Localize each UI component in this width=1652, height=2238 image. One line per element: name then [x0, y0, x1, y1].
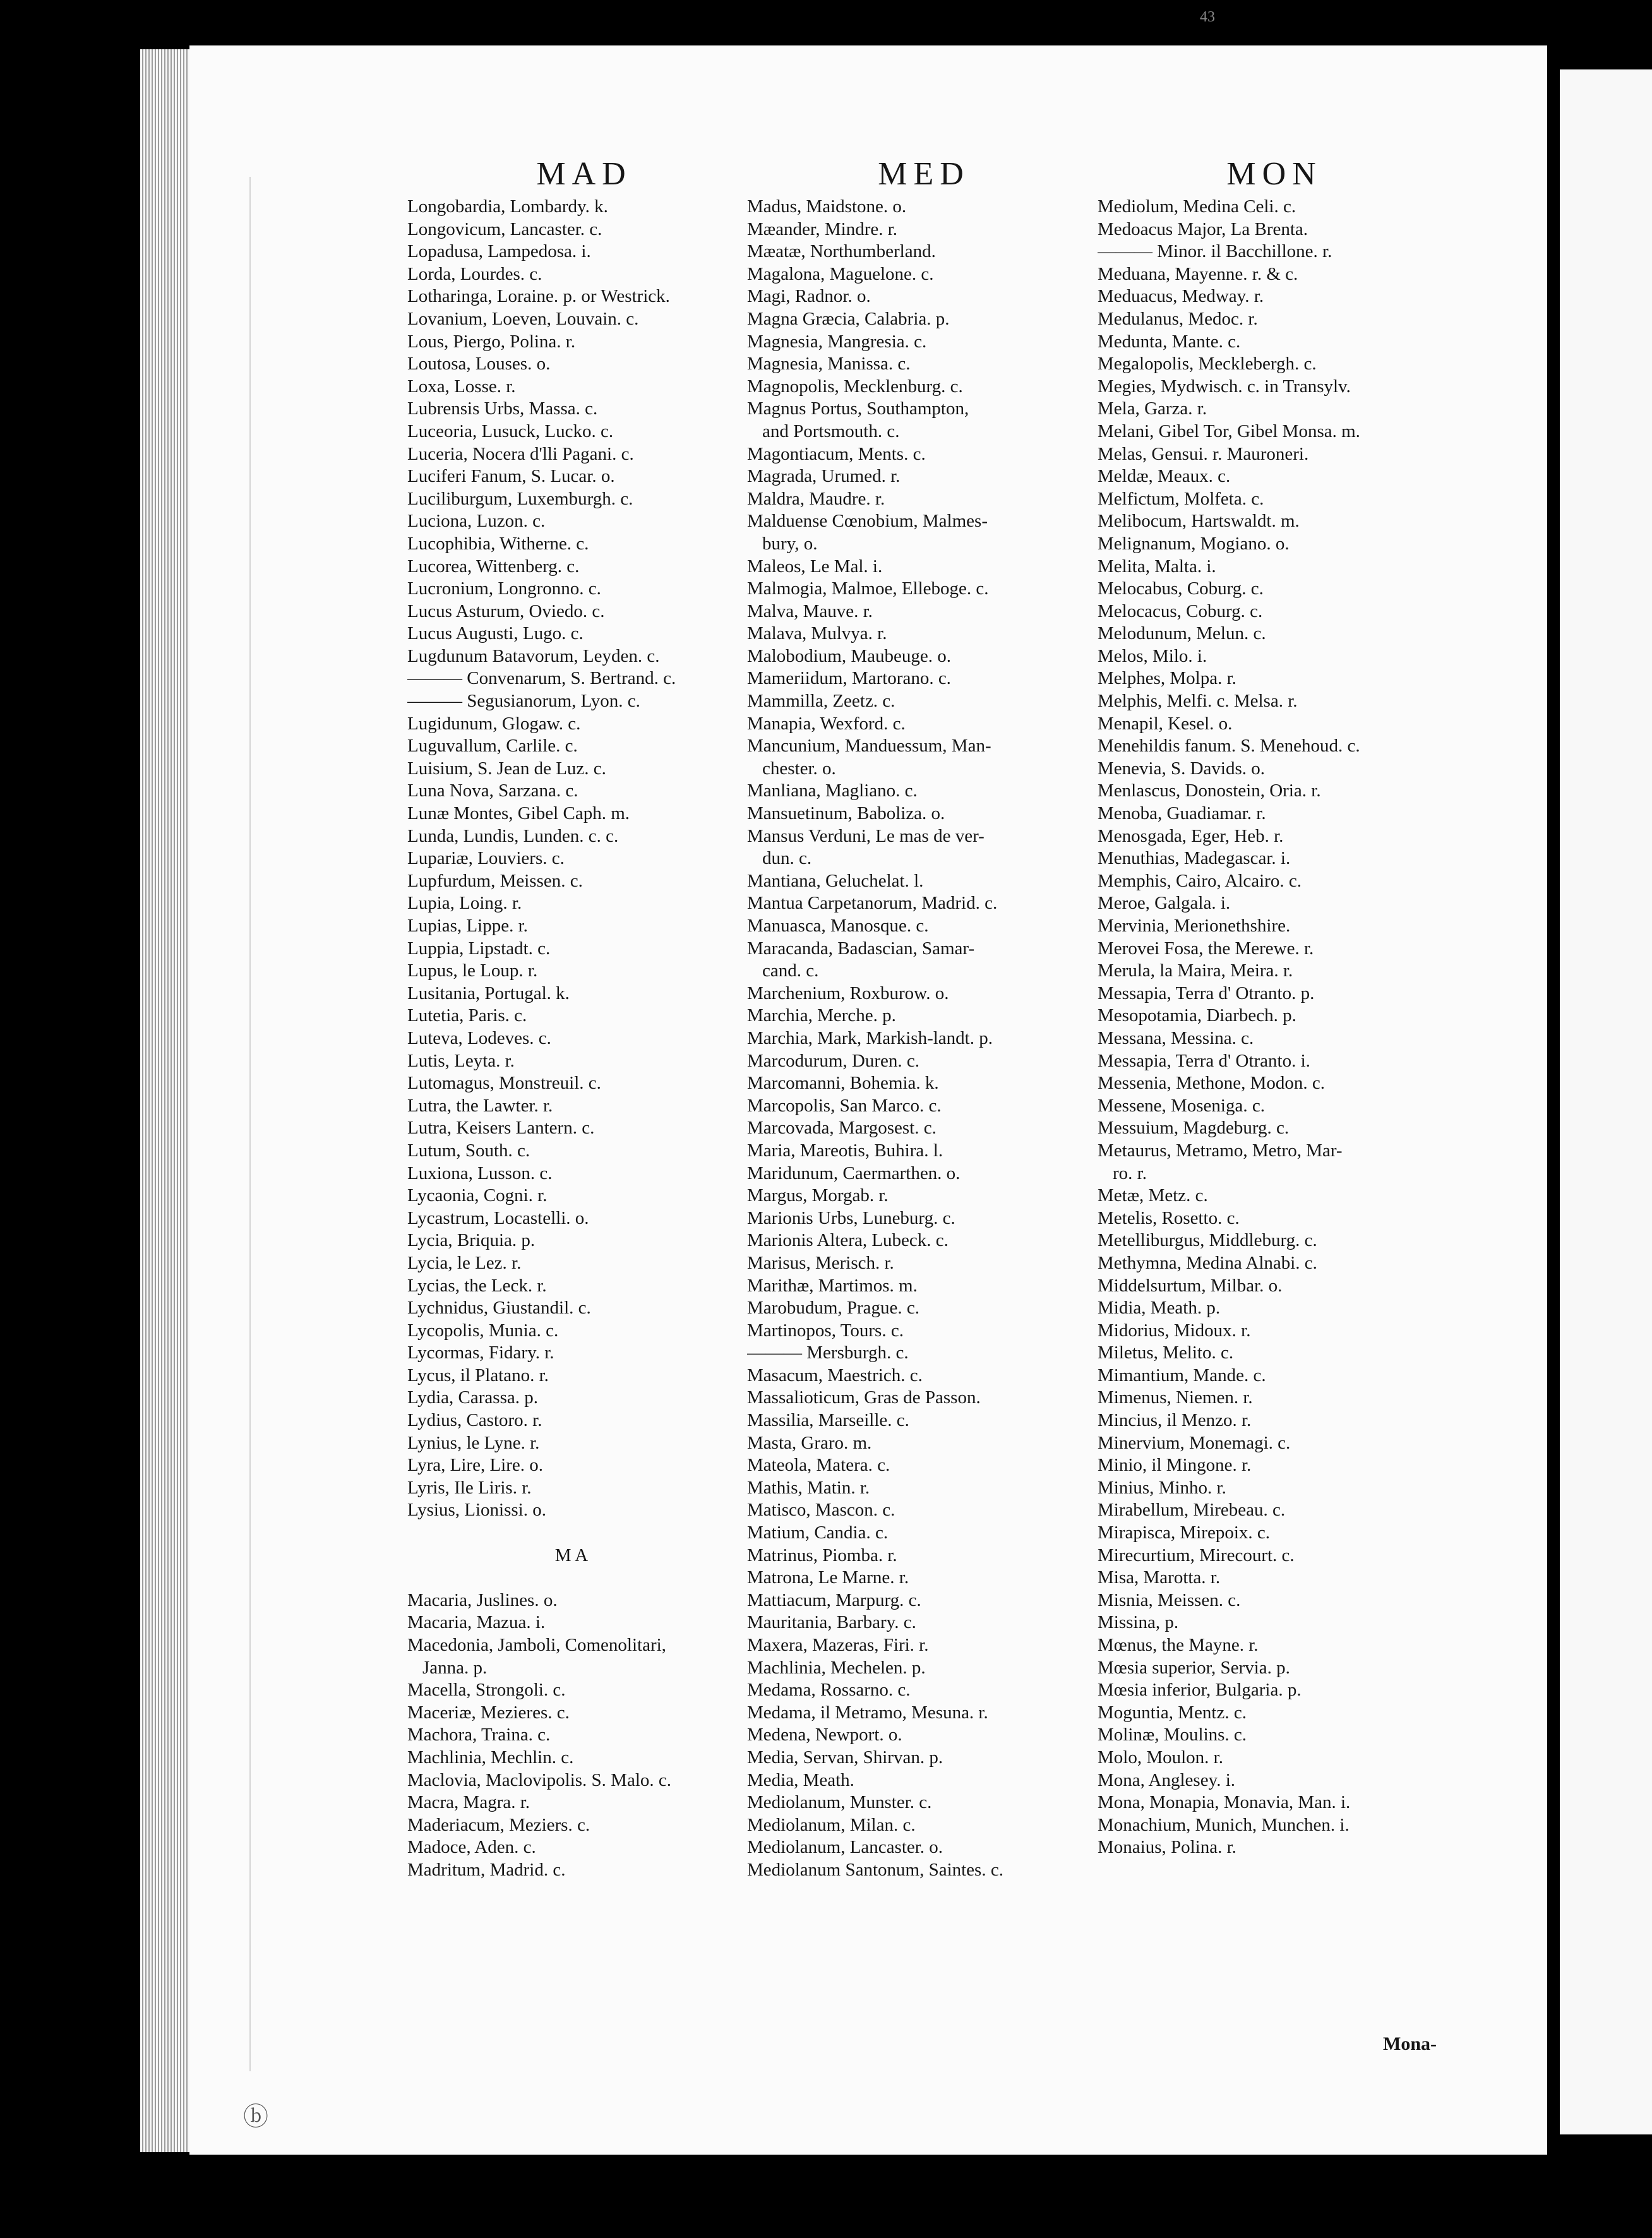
entry-line: Maldra, Maudre. r. — [747, 488, 885, 509]
entry-line: Lunæ Montes, Gibel Caph. m. — [407, 803, 630, 824]
entry-line: Luisium, S. Jean de Luz. c. — [407, 758, 606, 779]
entry-line: Lous, Piergo, Polina. r. — [407, 331, 576, 352]
entry-line: Merula, la Maira, Meira. r. — [1098, 960, 1293, 981]
entry-line: Mediolanum Santonum, Saintes. c. — [747, 1859, 1003, 1880]
entry-line: Midorius, Midoux. r. — [1098, 1320, 1251, 1341]
entry-line: Marisus, Merisch. r. — [747, 1252, 894, 1273]
column-mad — [407, 158, 761, 1882]
top-page-mark: 43 — [1200, 9, 1215, 25]
entry-line: Menevia, S. Davids. o. — [1098, 758, 1265, 779]
entry-line: Matium, Candia. c. — [747, 1523, 889, 1543]
entry-line: Macella, Strongoli. c. — [407, 1680, 566, 1701]
entry-line: Manapia, Wexford. c. — [747, 713, 906, 734]
entry-line: ——— Minor. il Bacchillone. r. — [1098, 241, 1332, 262]
entry-line: Menuthias, Madegascar. i. — [1098, 848, 1291, 869]
entry-line: Miletus, Melito. c. — [1098, 1343, 1234, 1363]
entry-line: Magontiacum, Ments. c. — [747, 443, 926, 464]
entry-line: Madoce, Aden. c. — [407, 1837, 536, 1858]
entry-line: Maleos, Le Mal. i. — [747, 556, 883, 577]
entry-line: Melas, Gensui. r. Mauroneri. — [1098, 443, 1309, 464]
entry-line: Marchia, Merche. p. — [747, 1005, 896, 1026]
entry-line: Melodunum, Melun. c. — [1098, 623, 1266, 644]
entry-line: Mirabellum, Mirebeau. c. — [1098, 1500, 1286, 1521]
entry-line: Menoba, Guadiamar. r. — [1098, 803, 1266, 824]
entry-line: Matrinus, Piomba. r. — [747, 1545, 897, 1565]
entry-line: Mona, Anglesey. i. — [1098, 1769, 1236, 1790]
entry-line: ——— Convenarum, S. Bertrand. c. — [407, 668, 676, 689]
page-stain — [249, 177, 251, 2071]
entry-line: Luguvallum, Carlile. c. — [407, 736, 578, 757]
column-mon — [1098, 158, 1451, 1859]
entry-line: Lupariæ, Louviers. c. — [407, 848, 565, 869]
entry-line: Mantiana, Geluchelat. l. — [747, 870, 924, 891]
entry-line: Magnopolis, Mecklenburg. c. — [747, 376, 963, 397]
entry-line: Metæ, Metz. c. — [1098, 1185, 1208, 1206]
entry-line: Metelis, Rosetto. c. — [1098, 1207, 1240, 1228]
entry-line: Lycia, Briquia. p. — [407, 1230, 536, 1251]
entry-line: Marcopolis, San Marco. c. — [747, 1095, 942, 1116]
entry-line: Mauritania, Barbary. c. — [747, 1612, 916, 1633]
entry-line: Lusitania, Portugal. k. — [407, 983, 570, 1003]
entry-line: Meroe, Galgala. i. — [1098, 893, 1231, 914]
entry-line: Marchenium, Roxburow. o. — [747, 983, 949, 1003]
entry-line: Maridunum, Caermarthen. o. — [747, 1163, 961, 1183]
entry-line: Mancunium, Manduessum, Man- — [747, 736, 991, 757]
entry-line: Lupias, Lippe. r. — [407, 916, 528, 936]
entry-line: Lycias, the Leck. r. — [407, 1275, 547, 1296]
entry-line: Middelsurtum, Milbar. o. — [1098, 1275, 1283, 1296]
entry-line: Melita, Malta. i. — [1098, 556, 1216, 577]
entry-line: Lucronium, Longronno. c. — [407, 578, 601, 599]
entry-line: Mantua Carpetanorum, Madrid. c. — [747, 893, 998, 914]
column-header: MED — [878, 156, 970, 192]
entry-line: Moguntia, Mentz. c. — [1098, 1702, 1247, 1723]
section-heading: M A — [554, 1545, 589, 1565]
bottom-mark: ⓑ — [243, 2102, 268, 2131]
entry-line: ——— Segusianorum, Lyon. c. — [407, 691, 640, 712]
entry-line: Magna Græcia, Calabria. p. — [747, 308, 950, 329]
entry-line: Lorda, Lourdes. c. — [407, 263, 542, 284]
entry-line: Mansus Verduni, Le mas de ver- — [747, 825, 985, 846]
entry-line: Minervium, Monemagi. c. — [1098, 1432, 1291, 1453]
entry-line: Molinæ, Moulins. c. — [1098, 1725, 1247, 1745]
entry-line: Melphis, Melfi. c. Melsa. r. — [1098, 691, 1298, 712]
entry-line: Marcodurum, Duren. c. — [747, 1050, 919, 1071]
entry-line: Luppia, Lipstadt. c. — [407, 938, 551, 959]
entry-line: Lupfurdum, Meissen. c. — [407, 870, 583, 891]
entry-line: Maclovia, Maclovipolis. S. Malo. c. — [407, 1769, 672, 1790]
entry-line: Messene, Moseniga. c. — [1098, 1095, 1265, 1116]
entry-line: Marcomanni, Bohemia. k. — [747, 1073, 939, 1094]
entry-line: Mediolanum, Lancaster. o. — [747, 1837, 943, 1858]
entry-line: Massilia, Marseille. c. — [747, 1410, 909, 1431]
entry-line: Lyra, Lire, Lire. o. — [407, 1455, 543, 1476]
entry-line: and Portsmouth. c. — [762, 421, 900, 441]
entry-line: Magrada, Urumed. r. — [747, 466, 901, 487]
entry-line: ro. r. — [1113, 1163, 1147, 1183]
entry-line: Melfictum, Molfeta. c. — [1098, 488, 1264, 509]
entry-line: Mirapisca, Mirepoix. c. — [1098, 1523, 1271, 1543]
entry-line: Messuium, Magdeburg. c. — [1098, 1118, 1290, 1139]
entry-line: Menehildis fanum. S. Menehoud. c. — [1098, 736, 1360, 757]
entry-line: Maxera, Mazeras, Firi. r. — [747, 1635, 929, 1655]
entry-line: ——— Mersburgh. c. — [747, 1343, 909, 1363]
entry-line: Mediolanum, Milan. c. — [747, 1814, 916, 1835]
entry-line: Mameriidum, Martorano. c. — [747, 668, 951, 689]
entry-line: Minio, il Mingone. r. — [1098, 1455, 1252, 1476]
entry-line: Megies, Mydwisch. c. in Transylv. — [1098, 376, 1351, 397]
entry-line: Lotharinga, Loraine. p. or Westrick. — [407, 286, 670, 307]
entry-list — [407, 196, 761, 1882]
entry-line: Lyris, Ile Liris. r. — [407, 1477, 532, 1498]
entry-line: Maria, Mareotis, Buhira. l. — [747, 1140, 943, 1161]
entry-line: Monachium, Munich, Munchen. i. — [1098, 1814, 1350, 1835]
entry-line: Metelliburgus, Middleburg. c. — [1098, 1230, 1317, 1251]
entry-line: Menlascus, Donostein, Oria. r. — [1098, 781, 1321, 801]
entry-line: Malava, Mulvya. r. — [747, 623, 887, 644]
entry-line: Luceoria, Lusuck, Lucko. c. — [407, 421, 614, 441]
entry-line: Lycopolis, Munia. c. — [407, 1320, 559, 1341]
entry-line: Lucophibia, Witherne. c. — [407, 533, 589, 554]
entry-line: Magnesia, Manissa. c. — [747, 354, 911, 374]
entry-line: Mona, Monapia, Monavia, Man. i. — [1098, 1792, 1351, 1813]
entry-line: Messapia, Terra d' Otranto. p. — [1098, 983, 1315, 1003]
entry-line: bury, o. — [762, 533, 818, 554]
entry-line: Malva, Mauve. r. — [747, 601, 873, 621]
entry-line: Medena, Newport. o. — [747, 1725, 902, 1745]
entry-line: Mattiacum, Marpurg. c. — [747, 1589, 921, 1610]
entry-line: Melignanum, Mogiano. o. — [1098, 533, 1290, 554]
entry-line: Mincius, il Menzo. r. — [1098, 1410, 1252, 1431]
entry-line: Macaria, Juslines. o. — [407, 1589, 558, 1610]
entry-line: Machlinia, Mechlin. c. — [407, 1747, 574, 1768]
entry-line: Methymna, Medina Alnabi. c. — [1098, 1252, 1317, 1273]
entry-spacer — [407, 1522, 761, 1545]
entry-line: Mœsia inferior, Bulgaria. p. — [1098, 1680, 1302, 1701]
entry-line: Messenia, Methone, Modon. c. — [1098, 1073, 1326, 1094]
entry-line: Magnesia, Mangresia. c. — [747, 331, 927, 352]
entry-line: Luciliburgum, Luxemburgh. c. — [407, 488, 633, 509]
entry-line: Longovicum, Lancaster. c. — [407, 218, 602, 239]
entry-line: Melani, Gibel Tor, Gibel Monsa. m. — [1098, 421, 1360, 441]
entry-line: Molo, Moulon. r. — [1098, 1747, 1223, 1768]
entry-line: Menapil, Kesel. o. — [1098, 713, 1233, 734]
entry-line: Maceriæ, Mezieres. c. — [407, 1702, 570, 1723]
entry-line: Medunta, Mante. c. — [1098, 331, 1241, 352]
entry-line: Meduacus, Medway. r. — [1098, 286, 1264, 307]
entry-line: Melphes, Molpa. r. — [1098, 668, 1236, 689]
entry-line: Marchia, Mark, Markish-landt. p. — [747, 1027, 993, 1048]
entry-line: dun. c. — [762, 848, 812, 869]
entry-line: Luteva, Lodeves. c. — [407, 1027, 551, 1048]
entry-line: Melibocum, Hartswaldt. m. — [1098, 511, 1300, 532]
column-header: MON — [1226, 156, 1322, 192]
entry-line: Lunda, Lundis, Lunden. c. c. — [407, 825, 619, 846]
entry-line: Luciferi Fanum, S. Lucar. o. — [407, 466, 615, 487]
entry-line: Mervinia, Merionethshire. — [1098, 916, 1291, 936]
entry-line: Megalopolis, Mecklebergh. c. — [1098, 354, 1317, 374]
entry-line: Manuasca, Manosque. c. — [747, 916, 929, 936]
entry-line: Lutis, Leyta. r. — [407, 1050, 515, 1071]
entry-line: Mansuetinum, Baboliza. o. — [747, 803, 945, 824]
entry-line: Luciona, Luzon. c. — [407, 511, 546, 532]
entry-line: Mœsia superior, Servia. p. — [1098, 1657, 1290, 1678]
entry-line: Lutetia, Paris. c. — [407, 1005, 527, 1026]
entry-line: Lychnidus, Giustandil. c. — [407, 1298, 591, 1319]
entry-line: Malduense Cœnobium, Malmes- — [747, 511, 988, 532]
entry-line: Misa, Marotta. r. — [1098, 1567, 1221, 1588]
entry-line: Marithæ, Martimos. m. — [747, 1275, 918, 1296]
entry-line: Magnus Portus, Southampton, — [747, 398, 969, 419]
entry-line: Lutomagus, Monstreuil. c. — [407, 1073, 601, 1094]
entry-list — [747, 196, 1101, 1882]
entry-line: Lupia, Loing. r. — [407, 893, 522, 914]
entry-line: Lugidunum, Glogaw. c. — [407, 713, 581, 734]
entry-line: Medama, Rossarno. c. — [747, 1680, 911, 1701]
entry-line: Lutum, South. c. — [407, 1140, 530, 1161]
entry-line: Machora, Traina. c. — [407, 1725, 551, 1745]
entry-line: Messana, Messina. c. — [1098, 1027, 1254, 1048]
entry-list — [1098, 196, 1451, 1859]
entry-line: Masacum, Maestrich. c. — [747, 1365, 923, 1385]
entry-line: Lucus Augusti, Lugo. c. — [407, 623, 584, 644]
catchword: Mona- — [1383, 2033, 1437, 2054]
entry-line: Malobodium, Maubeuge. o. — [747, 645, 951, 666]
entry-line: Mediolum, Medina Celi. c. — [1098, 196, 1296, 217]
entry-line: Mæander, Mindre. r. — [747, 218, 898, 239]
entry-line: Melos, Milo. i. — [1098, 645, 1207, 666]
entry-line: Lugdunum Batavorum, Leyden. c. — [407, 645, 660, 666]
entry-line: Marionis Urbs, Luneburg. c. — [747, 1207, 955, 1228]
entry-line: Lutra, Keisers Lantern. c. — [407, 1118, 595, 1139]
entry-line: Luxiona, Lusson. c. — [407, 1163, 553, 1183]
entry-line: Massalioticum, Gras de Passon. — [747, 1387, 981, 1408]
entry-line: Margus, Morgab. r. — [747, 1185, 889, 1206]
entry-line: Luceria, Nocera d'lli Pagani. c. — [407, 443, 634, 464]
entry-line: Lycastrum, Locastelli. o. — [407, 1207, 589, 1228]
entry-line: Madritum, Madrid. c. — [407, 1859, 566, 1880]
entry-line: Masta, Graro. m. — [747, 1432, 872, 1453]
entry-line: Marcovada, Margosest. c. — [747, 1118, 937, 1139]
entry-line: Madus, Maidstone. o. — [747, 196, 907, 217]
entry-line: cand. c. — [762, 960, 819, 981]
entry-line: Longobardia, Lombardy. k. — [407, 196, 608, 217]
entry-line: Mesopotamia, Diarbech. p. — [1098, 1005, 1296, 1026]
entry-line: Macedonia, Jamboli, Comenolitari, — [407, 1635, 666, 1655]
entry-line: Mediolanum, Munster. c. — [747, 1792, 932, 1813]
entry-line: Messapia, Terra d' Otranto. i. — [1098, 1050, 1310, 1071]
entry-line: Medama, il Metramo, Mesuna. r. — [747, 1702, 988, 1723]
entry-line: Mirecurtium, Mirecourt. c. — [1098, 1545, 1295, 1565]
entry-line: Lucus Asturum, Oviedo. c. — [407, 601, 605, 621]
facing-page-edge — [1560, 69, 1652, 2134]
entry-line: Mimenus, Niemen. r. — [1098, 1387, 1253, 1408]
entry-line: Merovei Fosa, the Merewe. r. — [1098, 938, 1314, 959]
entry-line: Misnia, Meissen. c. — [1098, 1589, 1241, 1610]
entry-line: Minius, Minho. r. — [1098, 1477, 1226, 1498]
entry-line: Melocacus, Coburg. c. — [1098, 601, 1263, 621]
entry-line: Medulanus, Medoc. r. — [1098, 308, 1258, 329]
entry-line: Lydia, Carassa. p. — [407, 1387, 538, 1408]
entry-line: Lysius, Lionissi. o. — [407, 1500, 546, 1521]
entry-line: Magi, Radnor. o. — [747, 286, 871, 307]
entry-line: Memphis, Cairo, Alcairo. c. — [1098, 870, 1302, 891]
entry-line: Melocabus, Coburg. c. — [1098, 578, 1264, 599]
entry-line: Mathis, Matin. r. — [747, 1477, 870, 1498]
entry-line: Lycaonia, Cogni. r. — [407, 1185, 548, 1206]
entry-line: Magalona, Maguelone. c. — [747, 263, 934, 284]
entry-line: Mœnus, the Mayne. r. — [1098, 1635, 1259, 1655]
entry-line: Lutra, the Lawter. r. — [407, 1095, 553, 1116]
entry-line: Lovanium, Loeven, Louvain. c. — [407, 308, 639, 329]
entry-line: Meduana, Mayenne. r. & c. — [1098, 263, 1298, 284]
entry-line: Lopadusa, Lampedosa. i. — [407, 241, 591, 262]
entry-line: Macaria, Mazua. i. — [407, 1612, 546, 1633]
entry-line: Loutosa, Louses. o. — [407, 354, 551, 374]
entry-line: Medoacus Major, La Brenta. — [1098, 218, 1308, 239]
entry-line: Macra, Magra. r. — [407, 1792, 530, 1813]
entry-line: Loxa, Losse. r. — [407, 376, 516, 397]
column-med — [747, 158, 1101, 1882]
entry-line: Luna Nova, Sarzana. c. — [407, 781, 578, 801]
entry-line: Martinopos, Tours. c. — [747, 1320, 904, 1341]
entry-line: Missina, p. — [1098, 1612, 1179, 1633]
entry-line: Lycormas, Fidary. r. — [407, 1343, 554, 1363]
entry-line: Machlinia, Mechelen. p. — [747, 1657, 926, 1678]
entry-line: Midia, Meath. p. — [1098, 1298, 1221, 1319]
entry-line: Lycus, il Platano. r. — [407, 1365, 549, 1385]
entry-line: Lynius, le Lyne. r. — [407, 1432, 540, 1453]
entry-line: Marobudum, Prague. c. — [747, 1298, 920, 1319]
entry-line: Mammilla, Zeetz. c. — [747, 691, 895, 712]
entry-line: Maracanda, Badascian, Samar- — [747, 938, 975, 959]
entry-spacer — [407, 1567, 761, 1589]
entry-line: Metaurus, Metramo, Metro, Mar- — [1098, 1140, 1343, 1161]
entry-line: Media, Servan, Shirvan. p. — [747, 1747, 943, 1768]
entry-line: Lupus, le Loup. r. — [407, 960, 538, 981]
entry-line: Meldæ, Meaux. c. — [1098, 466, 1231, 487]
entry-line: Lucorea, Wittenberg. c. — [407, 556, 580, 577]
entry-line: Mela, Garza. r. — [1098, 398, 1207, 419]
entry-line: Mimantium, Mande. c. — [1098, 1365, 1266, 1385]
entry-line: Lydius, Castoro. r. — [407, 1410, 542, 1431]
entry-line: Janna. p. — [422, 1657, 488, 1678]
entry-line: Marionis Altera, Lubeck. c. — [747, 1230, 949, 1251]
entry-line: Lubrensis Urbs, Massa. c. — [407, 398, 598, 419]
entry-line: Maderiacum, Meziers. c. — [407, 1814, 590, 1835]
entry-line: Lycia, le Lez. r. — [407, 1252, 522, 1273]
entry-line: Monaius, Polina. r. — [1098, 1837, 1236, 1858]
entry-line: Media, Meath. — [747, 1769, 854, 1790]
entry-line: Menosgada, Eger, Heb. r. — [1098, 825, 1284, 846]
entry-line: Malmogia, Malmoe, Elleboge. c. — [747, 578, 989, 599]
entry-line: Manliana, Magliano. c. — [747, 781, 918, 801]
entry-line: Mæatæ, Northumberland. — [747, 241, 936, 262]
entry-line: Mateola, Matera. c. — [747, 1455, 890, 1476]
entry-line: chester. o. — [762, 758, 836, 779]
entry-line: Matisco, Mascon. c. — [747, 1500, 895, 1521]
column-header: MAD — [536, 156, 632, 192]
entry-line: Matrona, Le Marne. r. — [747, 1567, 909, 1588]
